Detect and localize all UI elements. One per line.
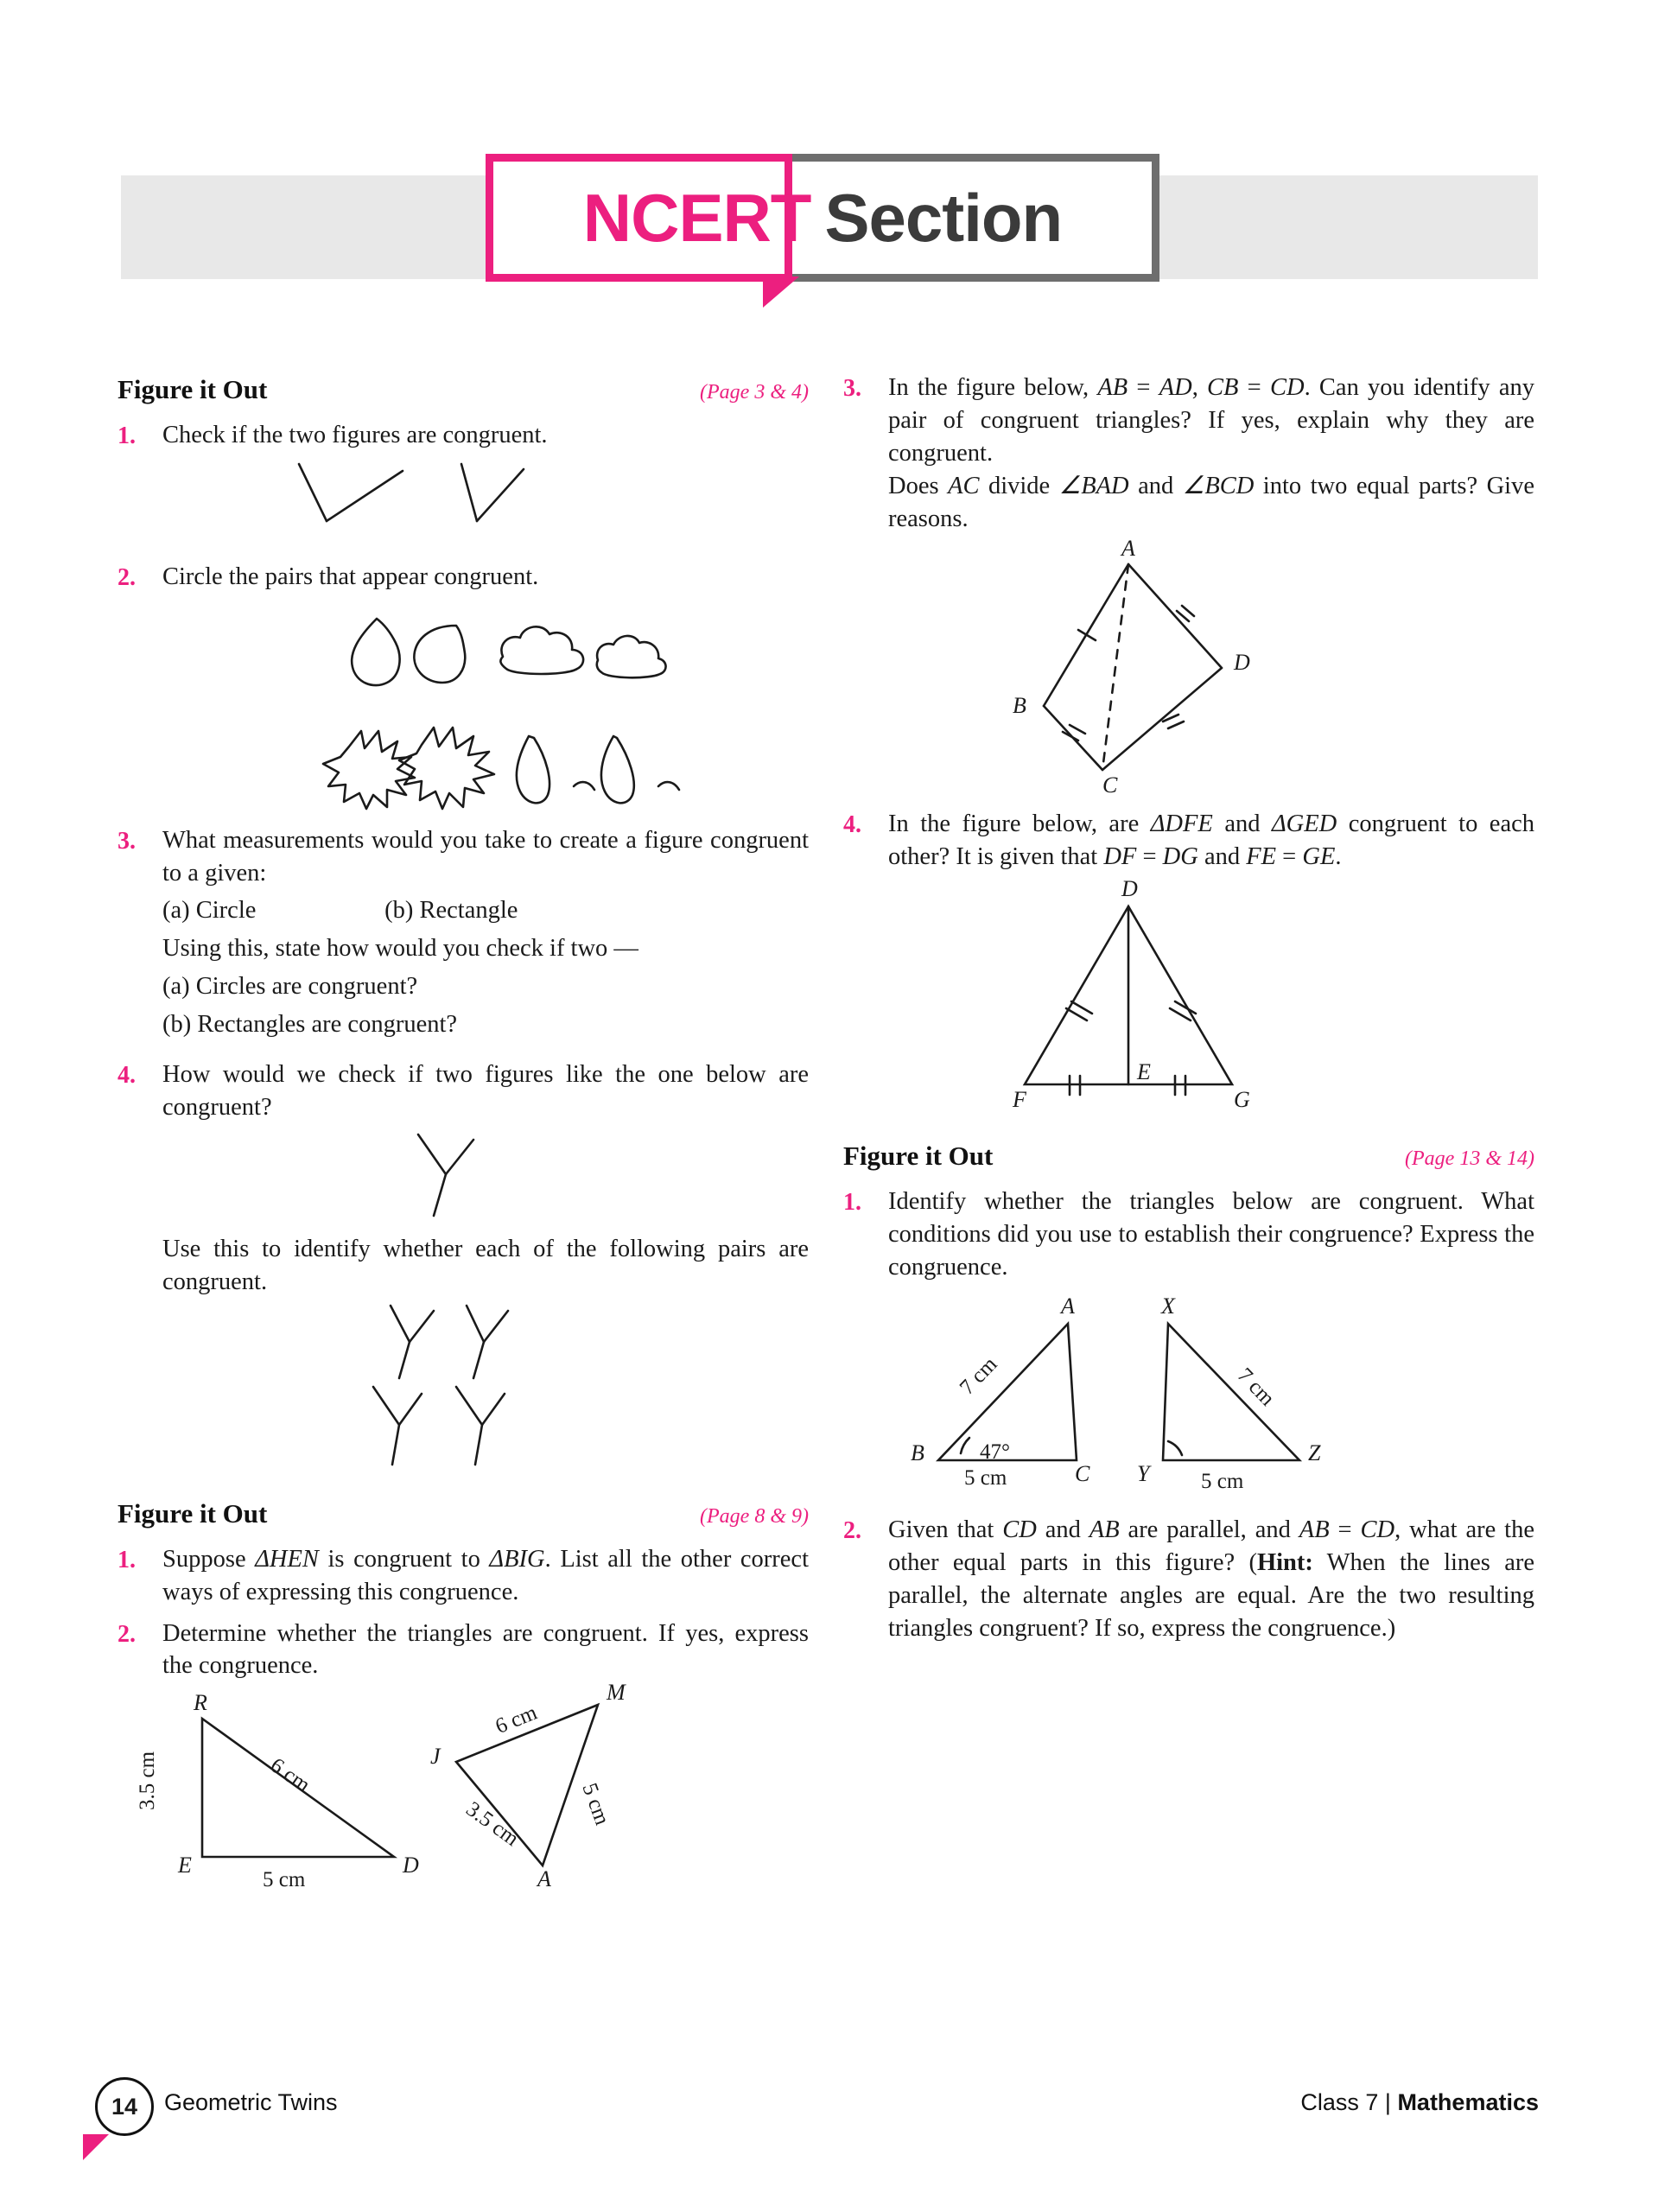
triangle-ged: ΔGED: [1271, 810, 1337, 838]
hint-text: When the lines are parallel, the alternate angles are equal. Are the two resulting triangles congruent? If so, express the congruence.): [888, 1549, 1534, 1642]
question-item: [118, 824, 809, 890]
segment-ab: AB: [1097, 374, 1128, 401]
question-item: [118, 1058, 809, 1124]
question-text: [888, 808, 1534, 874]
and: and: [1212, 810, 1272, 838]
brand-section: Section: [824, 179, 1063, 256]
vertex-label-Y: Y: [1137, 1461, 1150, 1487]
question-text: [888, 372, 1534, 535]
question-item: [118, 1543, 809, 1609]
side-label-6cm: 6 cm: [265, 1753, 314, 1798]
vertex-label-A: A: [537, 1866, 551, 1892]
segment-cd: CD: [1269, 374, 1305, 401]
sub-option-b: (b) Rectangles are congruent?: [162, 1011, 458, 1039]
question-item: [843, 808, 1534, 874]
left-column: [118, 372, 809, 1912]
q-text-line2: Can you identify any pair of congruent triangles? If yes, explain why they are congruent.: [888, 374, 1534, 467]
figure-y-shape-pairs: [118, 1304, 809, 1477]
vertex-label-A: A: [1061, 1294, 1075, 1319]
question-number: 3.: [843, 375, 861, 402]
figure-y-shape-single: [118, 1129, 809, 1224]
side-label-5cm: 5 cm: [964, 1466, 1007, 1491]
question-item: [118, 1618, 809, 1683]
figure-kite-ABCD: [843, 536, 1534, 799]
question-number: 1.: [118, 423, 136, 450]
question-4-followup: [118, 1233, 809, 1299]
segment-df: DF: [1103, 843, 1137, 871]
fio-page-ref: (Page 8 & 9): [700, 1504, 809, 1528]
figure-congruent-shape-pairs: [118, 600, 809, 816]
question-item: [843, 1514, 1534, 1645]
options-row: [162, 894, 809, 927]
eq: =: [1329, 1516, 1361, 1544]
q-text-part: Suppose: [162, 1545, 256, 1573]
spacer: [118, 1233, 162, 1299]
figure-it-out-heading-3: [843, 1138, 1534, 1173]
hint-label: Hint:: [1256, 1549, 1313, 1577]
question-text: [162, 1543, 809, 1609]
question-text: What measurements would you take to create a figure congruent to a given:: [162, 826, 809, 887]
comma: ,: [1191, 374, 1208, 401]
question-number: 2.: [118, 1620, 136, 1648]
question-number: 4.: [843, 811, 861, 839]
vertex-label-C: C: [1102, 772, 1118, 798]
option-a-circle: (a) Circle: [162, 897, 257, 925]
question-number: 1.: [843, 1189, 861, 1217]
and: and: [1128, 472, 1183, 499]
vertex-label-J: J: [430, 1744, 441, 1770]
segment-ab-2: AB: [1299, 1516, 1330, 1544]
question-text: [888, 1514, 1534, 1645]
q-text-part: , what are the other equal parts in this figure? (: [888, 1516, 1534, 1577]
figure-it-out-heading-1: [118, 372, 809, 407]
q-text-part: congruent to each other? It is given that: [888, 810, 1535, 871]
footer-class-subject: [1300, 2089, 1539, 2116]
vertex-label-D: D: [403, 1853, 419, 1878]
side-label-3.5cm: 3.5 cm: [136, 1751, 159, 1811]
q-text-part: divide: [979, 472, 1059, 499]
vertex-label-Z: Z: [1308, 1440, 1321, 1466]
segment-cb: CB: [1207, 374, 1239, 401]
vertex-label-G: G: [1234, 1087, 1250, 1113]
figure-triangle-DFG: [843, 876, 1534, 1129]
brand-ncert: NCERT: [582, 179, 811, 256]
segment-dg: DG: [1162, 843, 1198, 871]
footer-chapter-title: Geometric Twins: [164, 2089, 338, 2115]
triangle-big: ΔBIG: [489, 1545, 545, 1573]
angle-bcd: ∠BCD: [1182, 472, 1255, 499]
question-number: 3.: [118, 827, 136, 855]
vertex-label-E: E: [178, 1853, 192, 1878]
eq: =: [1136, 843, 1163, 871]
segment-fe: FE: [1246, 843, 1277, 871]
side-label-7cm: 7 cm: [955, 1352, 1002, 1400]
q-text-part: . List all the other correct ways of expressing this congruence.: [162, 1545, 810, 1605]
page-number-badge: 14: [95, 2077, 154, 2136]
vertex-label-D: D: [1234, 650, 1250, 676]
vertex-label-B: B: [911, 1440, 924, 1466]
spacer: [118, 970, 162, 1003]
question-text: Determine whether the triangles are congruent. If yes, express the congruence.: [162, 1619, 809, 1680]
segment-ac: AC: [948, 472, 980, 499]
question-text: Check if the two figures are congruent.: [162, 422, 548, 449]
segment-ad: AD: [1159, 374, 1192, 401]
figure-triangles-ABC-XYZ: [843, 1289, 1534, 1505]
segment-ab: AB: [1089, 1516, 1120, 1544]
fio-title: Figure it Out: [118, 374, 268, 404]
q-text-part: are parallel, and: [1119, 1516, 1299, 1544]
question-number: 2.: [843, 1517, 861, 1545]
question-number: 2.: [118, 564, 136, 592]
right-column: [843, 372, 1534, 1650]
vertex-label-R: R: [194, 1690, 207, 1716]
vertex-label-F: F: [1013, 1087, 1026, 1113]
question-number: 4.: [118, 1062, 136, 1090]
footer-class: Class 7 |: [1300, 2089, 1398, 2115]
footer-triangle: [83, 2134, 109, 2160]
fio-page-ref: (Page 3 & 4): [700, 381, 809, 404]
q-text-part: In the figure below, are: [888, 810, 1151, 838]
question-text: Circle the pairs that appear congruent.: [162, 563, 539, 591]
question-item: [843, 372, 1534, 535]
spacer: [118, 894, 162, 927]
question-3-sub-b: [118, 1008, 809, 1041]
vertex-label-E: E: [1137, 1059, 1151, 1085]
vertex-label-B: B: [1013, 693, 1026, 719]
question-number: 1.: [118, 1546, 136, 1573]
question-item: [118, 561, 809, 594]
figure-triangles-RED-MJA: [118, 1680, 809, 1904]
vertex-label-D: D: [1121, 876, 1138, 902]
question-3-followup: [118, 932, 809, 965]
q-text-part: is congruent to: [318, 1545, 490, 1573]
side-label-5cm-2: 5 cm: [577, 1780, 614, 1829]
question-text: Identify whether the triangles below are congruent. What conditions did you use to establish their congruence? Express the congruence.: [888, 1188, 1534, 1281]
figure-two-angles: [118, 457, 809, 552]
spacer: [118, 1008, 162, 1041]
segment-cd-2: CD: [1360, 1516, 1395, 1544]
side-label-3.5cm-2: 3.5 cm: [461, 1797, 524, 1852]
fio-title: Figure it Out: [843, 1141, 994, 1172]
q-text-part: Given that: [888, 1516, 1003, 1544]
angle-label-47: 47°: [980, 1440, 1010, 1465]
q-text-part: into two equal parts? Give reasons.: [888, 472, 1534, 532]
figure-it-out-heading-2: [118, 1496, 809, 1531]
eq: =: [1238, 374, 1270, 401]
and: and: [1197, 843, 1247, 871]
angle-bad: ∠BAD: [1058, 472, 1129, 499]
side-label-6cm-2: 6 cm: [492, 1700, 541, 1739]
period: .: [1304, 374, 1311, 401]
eq: =: [1276, 843, 1303, 871]
vertex-label-C: C: [1075, 1461, 1090, 1487]
question-item: [843, 1185, 1534, 1284]
fio-page-ref: (Page 13 & 14): [1405, 1147, 1534, 1171]
question-text: How would we check if two figures like the one below are congruent?: [162, 1061, 809, 1121]
segment-ge: GE: [1302, 843, 1336, 871]
followup-text: Use this to identify whether each of the following pairs are congruent.: [162, 1235, 809, 1295]
side-label-5cm-2: 5 cm: [1201, 1470, 1244, 1494]
q-text-part: In the figure below,: [888, 374, 1098, 401]
period: .: [1335, 843, 1342, 871]
question-item: [118, 419, 809, 452]
triangle-hen: ΔHEN: [255, 1545, 319, 1573]
footer-subject: Mathematics: [1397, 2089, 1539, 2115]
triangle-dfe: ΔDFE: [1150, 810, 1213, 838]
footer: [0, 2072, 1658, 2176]
question-3-options: [118, 894, 809, 927]
question-3-sub-a: [118, 970, 809, 1003]
and: and: [1036, 1516, 1089, 1544]
sub-option-a: (a) Circles are congruent?: [162, 973, 418, 1001]
spacer: [118, 932, 162, 965]
vertex-label-M: M: [607, 1680, 626, 1706]
segment-cd: CD: [1002, 1516, 1037, 1544]
side-label-7cm-2: 7 cm: [1232, 1363, 1280, 1411]
q-text-part: Does: [888, 472, 949, 499]
vertex-label-X: X: [1161, 1294, 1175, 1319]
page-title: [486, 154, 1159, 282]
fio-title: Figure it Out: [118, 1497, 268, 1529]
option-b-rectangle: (b) Rectangle: [384, 897, 518, 925]
vertex-label-A: A: [1121, 536, 1135, 562]
followup-text: Using this, state how would you check if two —: [162, 935, 638, 963]
eq: =: [1128, 374, 1159, 401]
side-label-5cm: 5 cm: [263, 1868, 306, 1892]
